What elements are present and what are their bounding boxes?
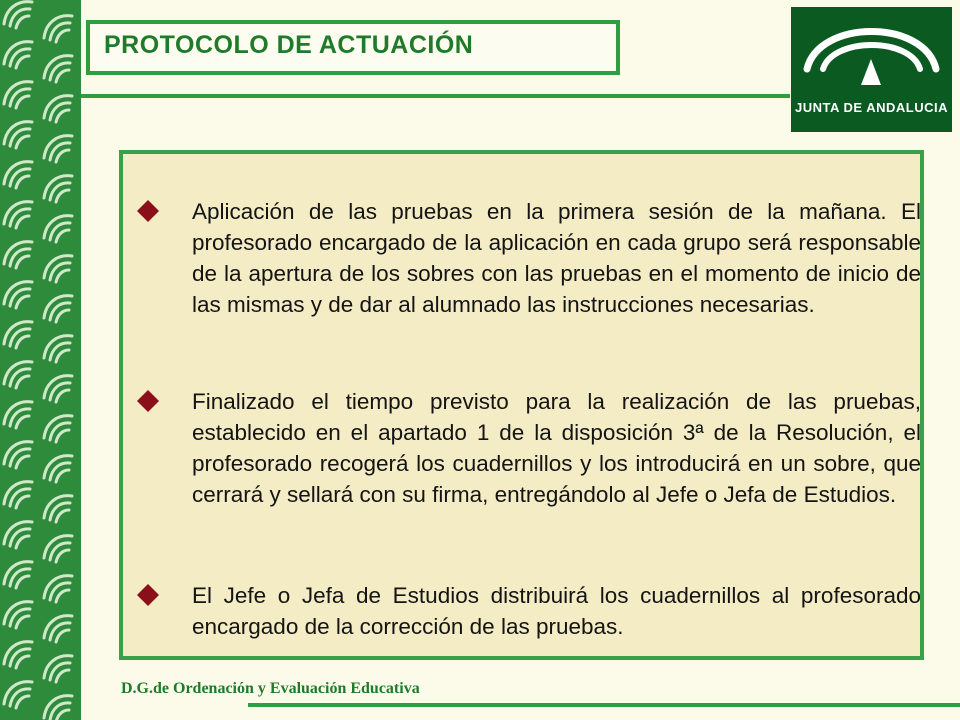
content-panel — [119, 150, 924, 660]
bullet-list — [123, 154, 920, 656]
diamond-bullet-icon — [137, 200, 159, 222]
bullet-text: Aplicación de las pruebas en la primera sesión de la mañana. El profesorado encargado de la aplicación en cada grupo será responsable de la apertura de los sobres con las pruebas en el momento de inicio de las mismas y de dar al alumnado las instrucciones necesarias. — [192, 199, 921, 317]
bullet-text: El Jefe o Jefa de Estudios distribuirá los cuadernillos al profesorado encargado de la corrección de las pruebas. — [192, 583, 921, 639]
header-divider — [81, 94, 790, 98]
decorative-left-strip — [0, 0, 81, 720]
junta-de-andalucia-logo — [791, 7, 952, 132]
diamond-bullet-icon — [137, 390, 159, 412]
bullet-text: Finalizado el tiempo previsto para la realización de las pruebas, establecido en el apartado 1 de la disposición 3ª de la Resolución, el profesorado recogerá los cuadernillos y los introducirá en un sobre, que cerrará y sellará con su firma, entregándolo al Jefe o Jefa de Estudios. — [192, 389, 921, 507]
logo-text: JUNTA DE ANDALUCIA — [795, 100, 948, 115]
footer-credit: D.G.de Ordenación y Evaluación Educativa — [121, 680, 420, 697]
title-box — [86, 20, 620, 75]
diamond-bullet-icon — [137, 584, 159, 606]
junta-de-andalucia-emblem-icon — [791, 7, 952, 97]
decorative-pattern — [0, 0, 81, 720]
page-title: PROTOCOLO DE ACTUACIÓN — [104, 31, 474, 59]
footer-divider — [248, 703, 960, 707]
